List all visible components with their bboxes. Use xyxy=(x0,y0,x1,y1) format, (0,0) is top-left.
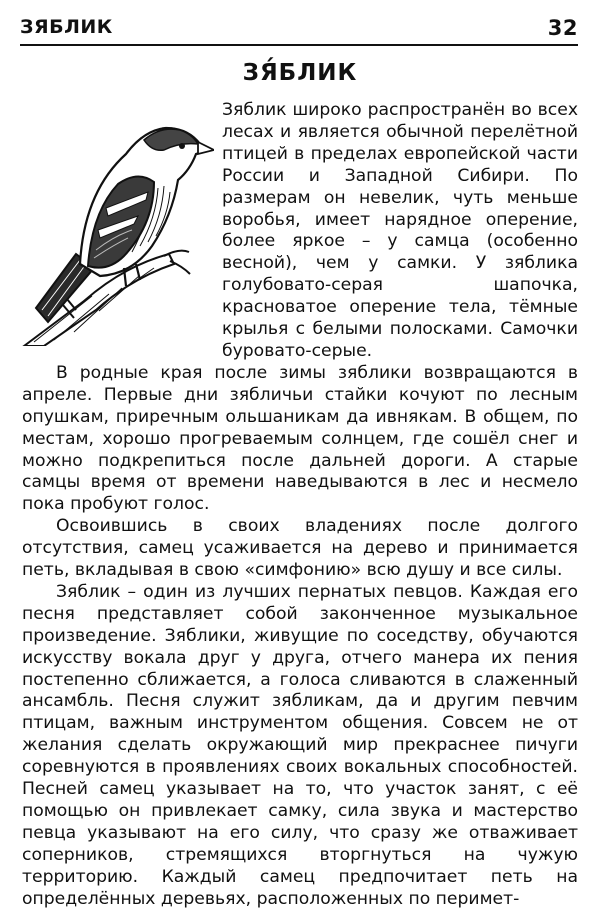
page-number: 32 xyxy=(547,16,578,40)
illustration-spacer xyxy=(22,100,222,356)
article-body xyxy=(22,100,578,911)
paragraph-2: В родные края после зимы зяблики возвращаются в апреле. Первые дни зябличьи стайки кочуют по лесным опушкам, приречным ольшаникам да ивнякам. В общем, по местам, хорошо прогреваемым солнцем, где сошёл снег и можно подкрепиться после дальней дороги. А старые самцы время от времени наведываются в лес и несмело пока пробуют голос. xyxy=(22,362,578,515)
article-title: ЗЯ́БЛИК xyxy=(242,60,358,86)
running-head-title: ЗЯБЛИК xyxy=(20,16,113,38)
paragraph-3: Освоившись в своих владениях после долгого отсутствия, самец усаживается на дерево и принимается петь, вкладывая в свою «симфонию» всю душу и все силы. xyxy=(22,516,578,581)
paragraph-1: Зяблик широко распространён во всех лесах и является обычной перелётной птицей в пределах европейской части России и Западной Сибири. По размерам он невелик, чуть меньше воробья, имеет нарядное оперение, более яркое – у самца (особенно весной), чем у самки. У зяблика голубовато-серая шапочка, красноватое оперение тела, тёмные крылья с белыми полосками. Самочки буровато-серые. xyxy=(222,100,578,361)
paragraph-4: Зяблик – один из лучших пернатых певцов. Каждая его песня представляет собой законченное музыкальное произведение. Зяблики, живущие по соседству, обучаются искусству вокала друг у друга, отчего манера их пения постепенно сближается, а голоса сливаются в слаженный ансамбль. Песня служит зябликам, да и другим певчим птицам, важным инструментом общения. Совсем не от желания сделать окружающий мир прекраснее пичуги соревнуются в проявлениях своих вокальных способностей. Песней самец указывает на то, что участок занят, с её помощью он привлекает самку, сила звука и мастерство певца указывают на его силу, что сразу же отваживает соперников, стремящихся вторгнуться на чужую территорию. Каждый самец предпочитает петь на определённых деревьях, расположенных по перимет- xyxy=(22,581,578,909)
running-head xyxy=(20,14,578,46)
